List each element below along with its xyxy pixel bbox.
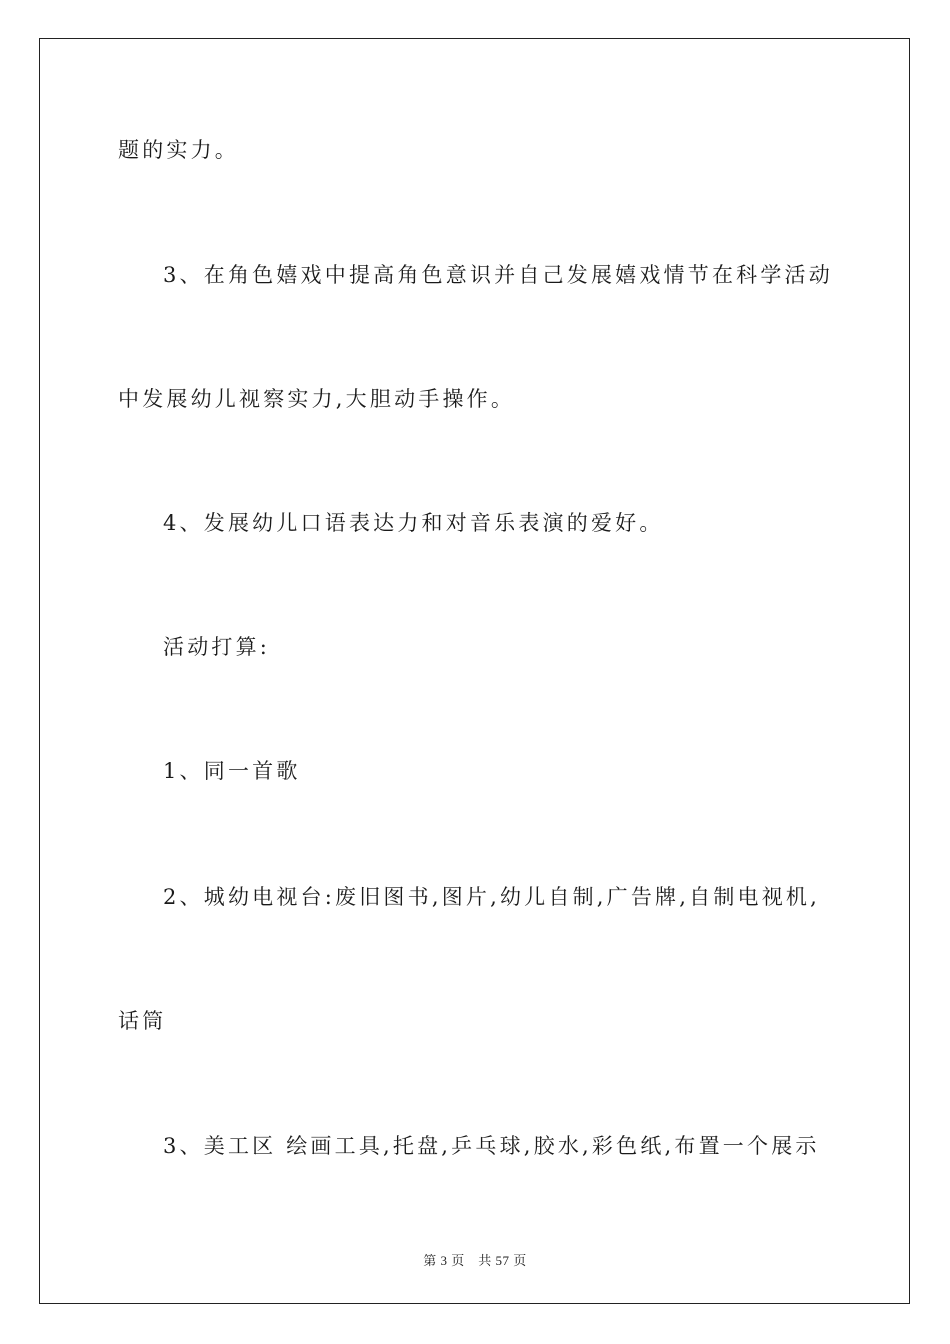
text-line-6: 1、同一首歌: [163, 759, 301, 783]
text-line-1: 题的实力。: [118, 138, 239, 162]
text-line-7: 2、城幼电视台:废旧图书,图片,幼儿自制,广告牌,自制电视机,: [163, 885, 821, 909]
text-line-9: 3、美工区 绘画工具,托盘,乒乓球,胶水,彩色纸,布置一个展示: [163, 1134, 820, 1158]
text-line-4: 4、发展幼儿口语表达力和对音乐表演的爱好。: [163, 511, 664, 535]
text-line-2: 3、在角色嬉戏中提高角色意识并自己发展嬉戏情节在科学活动: [163, 263, 833, 287]
page-border: [39, 38, 910, 1304]
page-number-footer: 第 3 页 共 57 页: [423, 1253, 527, 1268]
text-line-5: 活动打算:: [163, 635, 271, 659]
text-line-8: 话筒: [118, 1009, 167, 1033]
text-line-3: 中发展幼儿视察实力,大胆动手操作。: [118, 387, 516, 411]
